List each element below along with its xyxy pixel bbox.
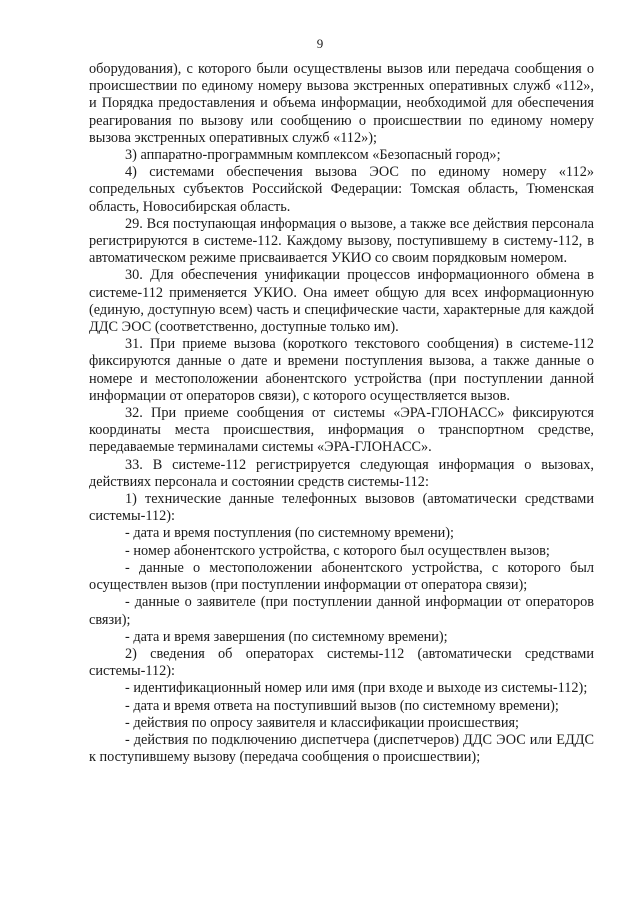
list-item: - действия по опросу заявителя и классификации происшествия; [125, 714, 520, 731]
list-item: - данные о местоположении абонентского устройства, с которого был осуществлен вызов (при поступлении информации от оператора связи); [89, 559, 594, 594]
clause-31: 31. При приеме вызова (короткого текстового сообщения) в системе-112 фиксируются данные о дате и времени поступления вызова, а также данные о номере и местоположении абонентского устройства (при поступлении данной информации от операторов связи), с которого осуществляется вызов. [89, 336, 594, 404]
list-item-4: 4) системами обеспечения вызова ЭОС по единому номеру «112» сопредельных субъектов Российской Федерации: Томская область, Тюменская область, Новосибирская область. [89, 164, 594, 215]
subclause-1: 1) технические данные телефонных вызовов (автоматически средствами системы-112): [89, 491, 594, 525]
clause-30: 30. Для обеспечения унификации процессов информационного обмена в системе-112 применяется УКИО. Она имеет общую для всех информационную (единую, доступную всем) часть и специфические части, характерные для каждой ДДС ЭОС (соответственно, доступные только им). [89, 267, 594, 336]
list-item: - дата и время завершения (по системному времени); [125, 628, 448, 645]
list-item: - идентификационный номер или имя (при входе и выходе из системы-112); [125, 680, 588, 697]
list-item: - данные о заявителе (при поступлении данной информации от операторов связи); [89, 594, 594, 628]
clause-29: 29. Вся поступающая информация о вызове, а также все действия персонала регистрируются в системе-112. Каждому вызову, поступившему в систему-112, в автоматическом режиме присваивается УКИО со своим порядковым номером. [89, 215, 594, 267]
list-item-3: 3) аппаратно-программным комплексом «Безопасный город»; [125, 147, 501, 164]
list-item: - дата и время поступления (по системному времени); [125, 525, 454, 542]
clause-32: 32. При приеме сообщения от системы «ЭРА-ГЛОНАСС» фиксируются координаты места происшествия, информация о транспортном средстве, передаваемые терминалами системы «ЭРА-ГЛОНАСС». [89, 405, 594, 456]
list-item: - дата и время ответа на поступивший вызов (по системному времени); [125, 697, 559, 714]
list-item: - номер абонентского устройства, с которого был осуществлен вызов; [125, 542, 550, 559]
list-item: - действия по подключению диспетчера (диспетчеров) ДДС ЭОС или ЕДДС к поступившему вызову (передача сообщения о происшествии); [89, 731, 594, 766]
paragraph-continuation: оборудования), с которого были осуществлены вызов или передача сообщения о происшествии по единому номеру вызова экстренных оперативных служб «112», и Порядка предоставления и объема информации, необходимой для обеспечения реагирования по вызову или сообщению о происшествии по единому номеру вызова экстренных оперативных служб «112»); [89, 61, 594, 146]
page-number: 9 [316, 36, 324, 51]
document-body [89, 61, 594, 766]
subclause-2: 2) сведения об операторах системы-112 (автоматически средствами системы-112): [89, 645, 594, 680]
clause-33: 33. В системе-112 регистрируется следующая информация о вызовах, действиях персонала и состоянии средств системы-112: [89, 456, 594, 490]
